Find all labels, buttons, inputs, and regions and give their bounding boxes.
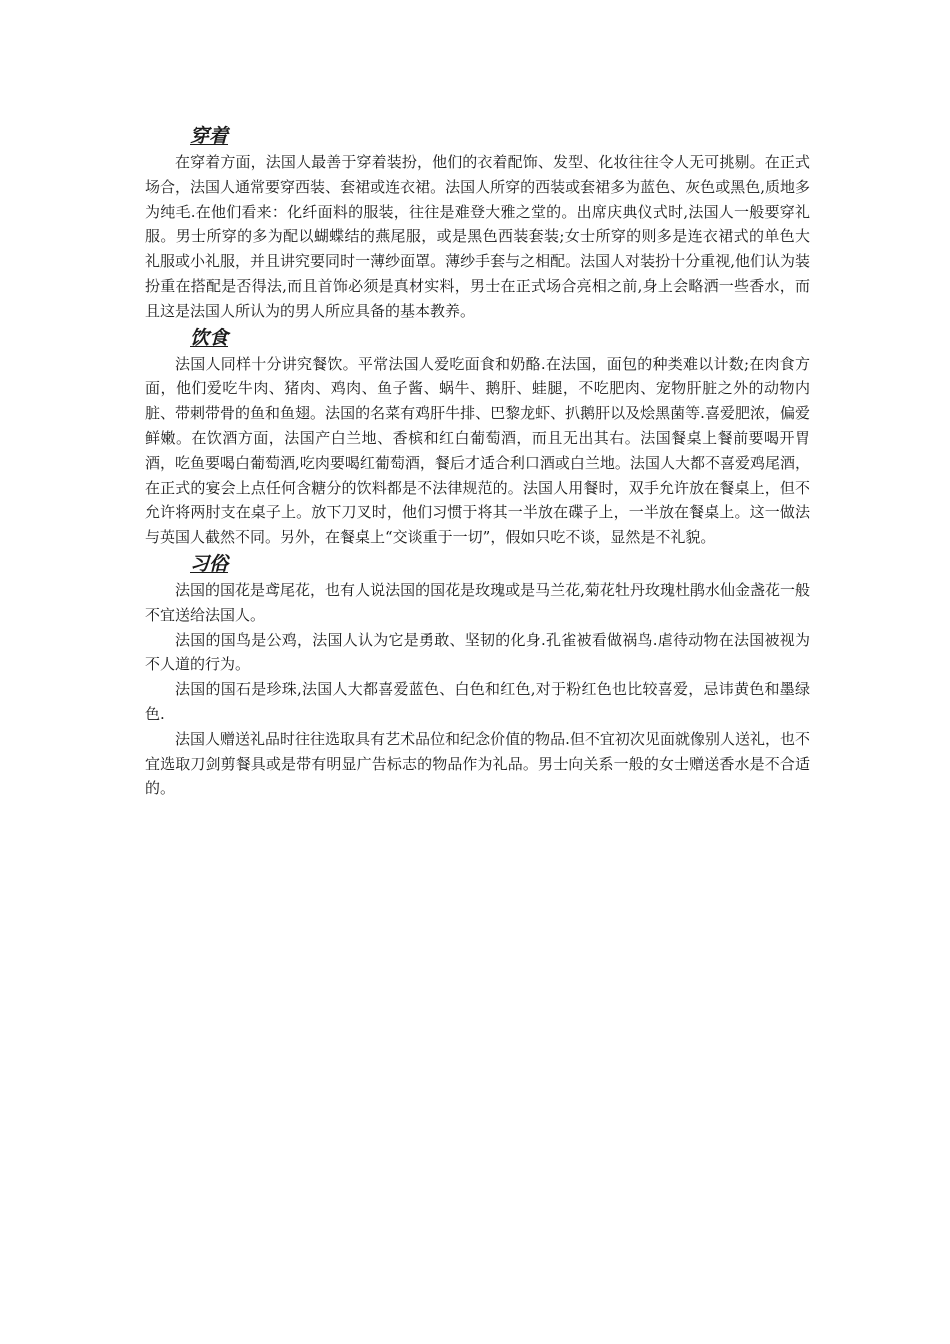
paragraph: 在穿着方面，法国人最善于穿着装扮，他们的衣着配饰、发型、化妆往往令人无可挑剔。在正式场合，法国人通常要穿西装、套裙或连衣裙。法国人所穿的西装或套裙多为蓝色、灰色或黑色,质地多为纯毛.在他们看来：化纤面料的服装，往往是难登大雅之堂的。出席庆典仪式时,法国人一般要穿礼服。男士所穿的多为配以蝴蝶结的燕尾服，或是黑色西装套装;女士所穿的则多是连衣裙式的单色大礼服或小礼服，并且讲究要同时一薄纱面罩。薄纱手套与之相配。法国人对装扮十分重视,他们认为装扮重在搭配是否得法,而且首饰必须是真材实料，男士在正式场合亮相之前,身上会略洒一些香水，而且这是法国人所认为的男人所应具备的基本教养。 — [145, 153, 810, 320]
paragraph: 法国的国石是珍珠,法国人大都喜爱蓝色、白色和红色,对于粉红色也比较喜爱，忌讳黄色和墨绿色. — [145, 680, 810, 723]
section-food — [145, 324, 810, 550]
paragraph: 法国的国鸟是公鸡，法国人认为它是勇敢、坚韧的化身.孔雀被看做祸鸟.虐待动物在法国被视为不人道的行为。 — [145, 630, 810, 674]
section-customs — [145, 550, 810, 801]
paragraph: 法国人赠送礼品时往往选取具有艺术品位和纪念价值的物品.但不宜初次见面就像别人送礼，也不宜选取刀剑剪餐具或是带有明显广告标志的物品作为礼品。男士向关系一般的女士赠送香水是不合适的。 — [145, 729, 810, 798]
section-clothing — [145, 122, 810, 324]
paragraph: 法国人同样十分讲究餐饮。平常法国人爱吃面食和奶酪.在法国，面包的种类难以计数;在肉食方面，他们爱吃牛肉、猪肉、鸡肉、鱼子酱、蜗牛、鹅肝、蛙腿，不吃肥肉、宠物肝脏之外的动物内脏、带刺带骨的鱼和鱼翅。法国的名菜有鸡肝牛排、巴黎龙虾、扒鹅肝以及烩黑菌等.喜爱肥浓，偏爱鲜嫩。在饮酒方面，法国产白兰地、香槟和红白葡萄酒，而且无出其右。法国餐桌上餐前要喝开胃酒，吃鱼要喝白葡萄酒,吃肉要喝红葡萄酒，餐后才适合利口酒或白兰地。法国人大都不喜爱鸡尾酒，在正式的宴会上点任何含糖分的饮料都是不法律规范的。法国人用餐时，双手允许放在餐桌上，但不允许将两肘支在桌子上。放下刀叉时，他们习惯于将其一半放在碟子上，一半放在餐桌上。这一做法与英国人截然不同。另外，在餐桌上“交谈重于一切”，假如只吃不谈，显然是不礼貌。 — [145, 354, 810, 547]
section-heading-clothing: 穿着 — [190, 125, 229, 147]
document-body — [145, 122, 810, 801]
paragraph: 法国的国花是鸢尾花，也有人说法国的国花是玫瑰或是马兰花,菊花牡丹玫瑰杜鹃水仙金盏花一般不宜送给法国人。 — [145, 580, 810, 624]
section-heading-customs: 习俗 — [190, 552, 229, 575]
section-heading-food: 饮食 — [190, 326, 229, 349]
